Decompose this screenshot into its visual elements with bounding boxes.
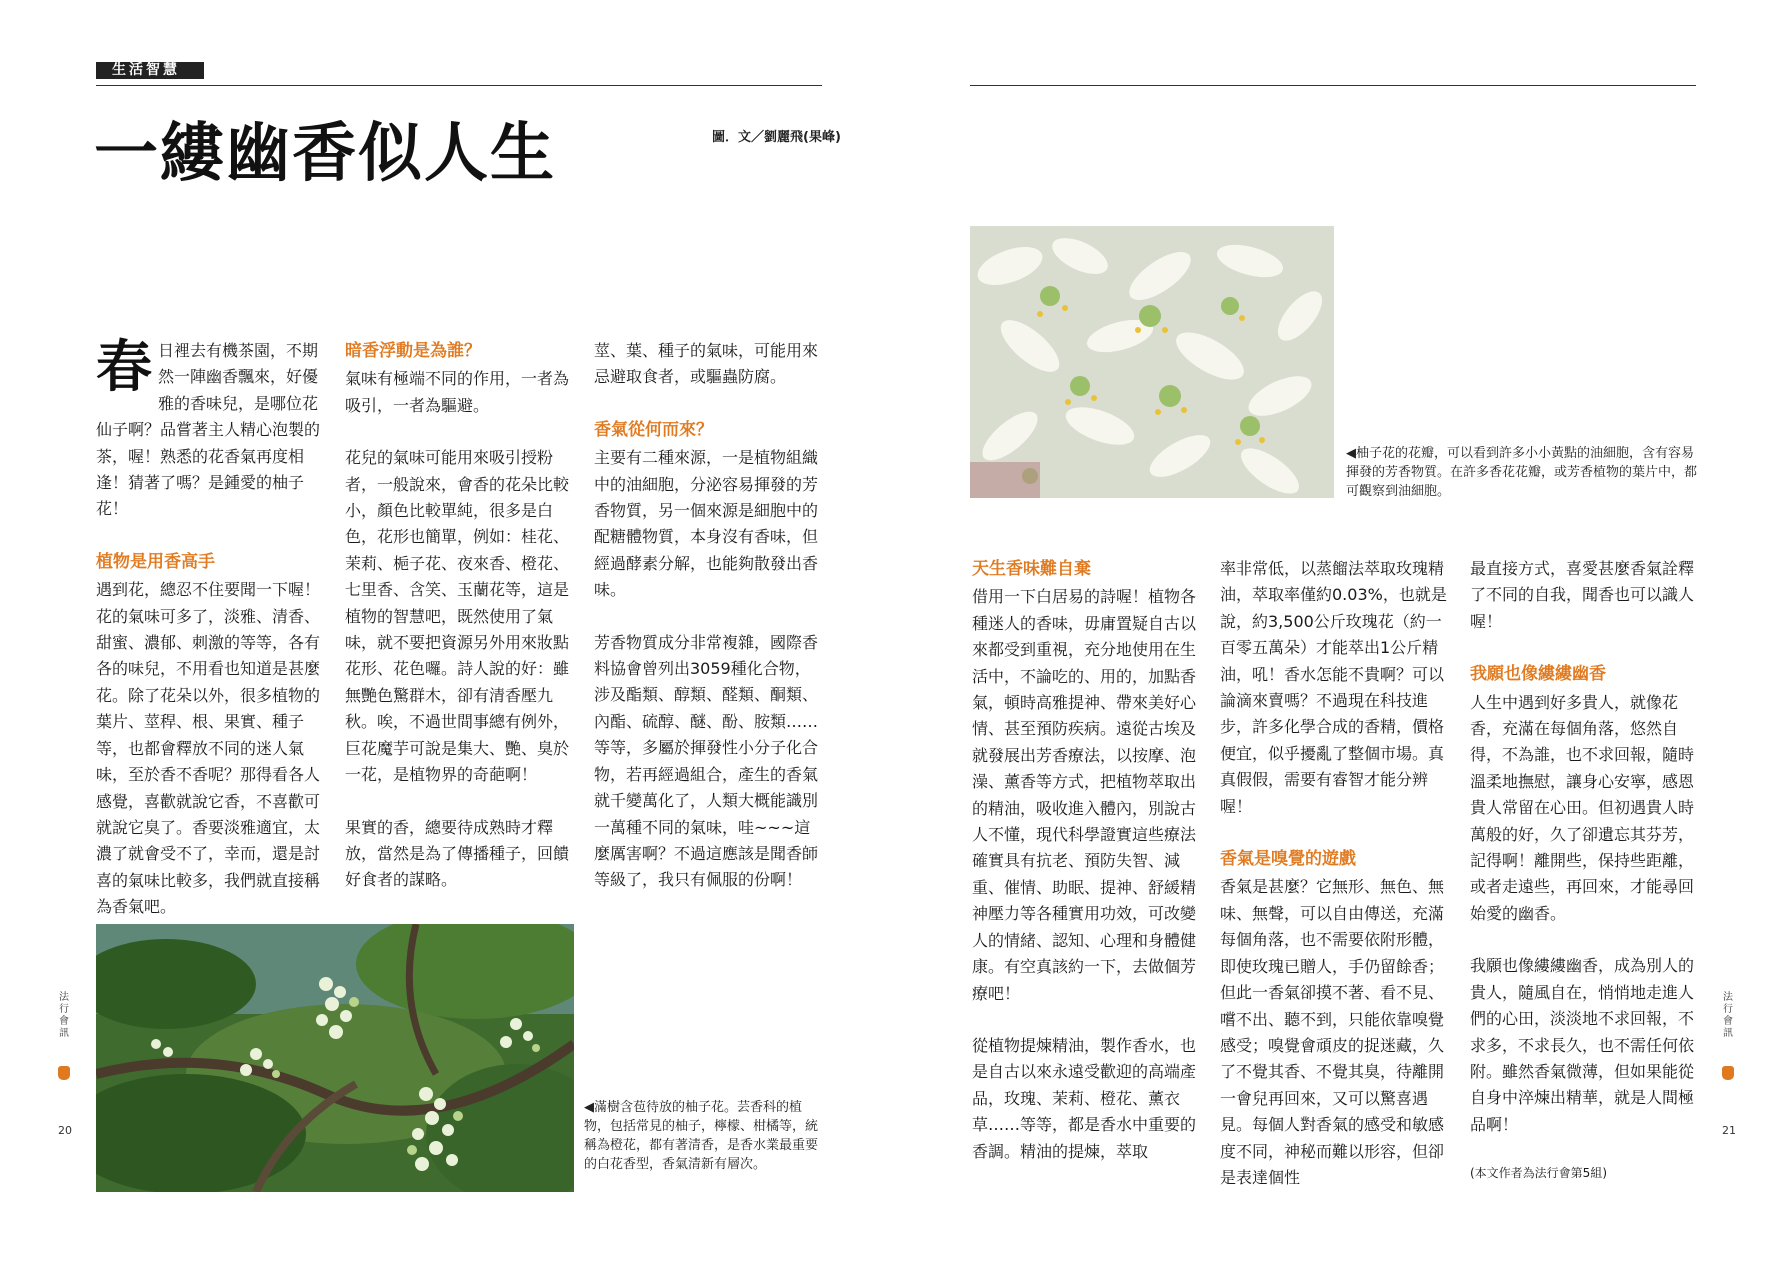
left-page-number: 20	[58, 1124, 72, 1137]
byline: 圖．文／劉麗飛(果峰)	[712, 130, 841, 145]
paragraph: 從植物提煉精油，製作香水，也是自古以來永遠受歡迎的高端產品，玫瑰、茉莉、橙花、薰衣草……等等，都是香水中重要的香調。精油的提煉，萃取	[972, 1035, 1197, 1161]
pomelo-tree-photo	[96, 924, 574, 1192]
paragraph: 莖、葉、種子的氣味，可能用來忌避取食者，或驅蟲防腐。	[594, 341, 819, 387]
paragraph: 我願也像縷縷幽香，成為別人的貴人，隨風自在，悄悄地走進人們的心田，淡淡地不求回報，不求多，不求長久，也不需任何依附。雖然香氣微薄，但如果能從自身中淬煉出精華，就是人間極品啊！	[1470, 956, 1695, 1134]
left-column-2	[345, 338, 573, 920]
right-hand-icon	[1722, 1066, 1734, 1080]
right-photo-caption: ◀柚子花的花瓣，可以看到許多小小黃點的油細胞，含有容易揮發的芳香物質。在許多香花花瓣，或芳香植物的葉片中，都可觀察到油細胞。	[1346, 446, 1698, 499]
paragraph: 人生中遇到好多貴人，就像花香，充滿在每個角落，悠然自得，不為誰，也不求回報，隨時溫柔地撫慰，讓身心安寧，感恩貴人常留在心田。但初遇貴人時萬般的好，久了卻遺忘其芬芳，記得啊！離開些，保持些距離，或者走遠些，再回來，才能尋回始愛的幽香。	[1470, 692, 1695, 923]
paragraph: 香氣是甚麼？它無形、無色、無味、無聲，可以自由傳送，充滿每個角落，也不需要依附形體，即使玫瑰已贈人，手仍留餘香；但此一香氣卻摸不著、看不見、嚐不出、聽不到，只能依靠嗅覺感受；嗅覺會頑皮的捉迷藏，久了不覺其香、不覺其臭，待離開一會兒再回來，又可以驚喜遇見。每個人對香氣的感受和敏感度不同，神秘而難以形容，但卻是表達個性	[1220, 877, 1445, 1187]
author-note: (本文作者為法行會第5組)	[1470, 1166, 1607, 1181]
section-heading: 我願也像縷縷幽香	[1470, 664, 1606, 685]
paragraph: 率非常低，以蒸餾法萃取玫瑰精油，萃取率僅約0.03%，也就是說，約3,500公斤玫瑰花（約一百零五萬朵）才能萃出1公斤精油，吼！香水怎能不貴啊？可以論滴來賣嗎？不過現在科技進步，許多化學合成的香精，價格便宜，似乎擾亂了整個市場。真真假假，需要有睿智才能分辨喔！	[1220, 559, 1447, 816]
right-side-label: 法行會訊	[1723, 992, 1733, 1039]
section-heading: 天生香味難自棄	[972, 559, 1091, 579]
header-rule-right	[970, 85, 1696, 86]
right-column-2	[1220, 556, 1448, 1191]
left-photo-caption: ◀滿樹含苞待放的柚子花。芸香科的植物，包括常見的柚子，檸檬、柑橘等，統稱為橙花，都有著清香，是香水業最重要的白花香型，香氣清新有層次。	[584, 1100, 819, 1172]
right-column-1	[972, 556, 1200, 1165]
article-title: 一縷幽香似人生	[94, 116, 556, 191]
paragraph: 芳香物質成分非常複雜，國際香料協會曾列出3059種化合物，涉及酯類、醇類、醛類、酮類、內酯、硫醇、醚、酚、胺類……等等，多屬於揮發性小分子化合物，若再經過組合，產生的香氣就千變萬化了，人類大概能識別一萬種不同的氣味，哇~~~這麼厲害啊？不過這應該是聞香師等級了，我只有佩服的份啊！	[594, 632, 819, 890]
header-rule-left	[96, 85, 822, 86]
left-column-3	[594, 338, 822, 920]
drop-cap: 春	[96, 334, 152, 400]
paragraph: 主要有二種來源，一是植物組織中的油細胞，分泌容易揮發的芳香物質，另一個來源是細胞中的配糖體物質，本身沒有香味，但經過酵素分解，也能夠散發出香味。	[594, 448, 819, 600]
section-heading: 香氣從何而來？	[594, 419, 713, 440]
section-heading: 暗香浮動是為誰？	[345, 341, 481, 361]
paragraph: 氣味有極端不同的作用，一者為吸引，一者為驅避。	[345, 369, 570, 415]
left-column-1	[96, 334, 324, 947]
pomelo-tree-image	[96, 924, 574, 1192]
paragraph: 果實的香，總要待成熟時才釋放，當然是為了傳播種子，回饋好食者的謀略。	[345, 817, 570, 890]
section-heading: 植物是用香高手	[96, 551, 215, 572]
intro-paragraph	[96, 334, 324, 523]
left-side-label: 法行會訊	[59, 992, 69, 1039]
paragraph: 最直接方式，喜愛甚麼香氣詮釋了不同的自我，聞香也可以識人喔！	[1470, 559, 1695, 631]
intro-text: 日裡去有機茶園，不期然一陣幽香飄來，好優雅的香味兒，是哪位花仙子啊？品嘗著主人精心泡製的茶，喔！熟悉的花香氣再度相逢！猜著了嗎？是鍾愛的柚子花！	[96, 341, 321, 519]
pomelo-flower-image	[970, 226, 1334, 498]
right-column-3	[1470, 556, 1698, 1182]
left-hand-icon	[58, 1066, 70, 1080]
right-page-number: 21	[1722, 1124, 1736, 1137]
pomelo-flower-photo	[970, 226, 1334, 498]
paragraph: 借用一下白居易的詩喔！植物各種迷人的香味，毋庸置疑自古以來都受到重視，充分地使用在生活中，不論吃的、用的，加點香氣，頓時高雅提神、帶來美好心情、甚至預防疾病。遠從古埃及就發展出芳香療法，以按摩、泡澡、薰香等方式，把植物萃取出的精油，吸收進入體內，別說古人不懂，現代科學證實這些療法確實具有抗老、預防失智、減重、催情、助眠、提神、舒緩精神壓力等各種實用功效，可改變人的情緒、認知、心理和身體健康。有空真該約一下，去做個芳療吧！	[972, 587, 1197, 1003]
paragraph: 花兒的氣味可能用來吸引授粉者，一般說來，會香的花朵比較小，顏色比較單純，很多是白色，花形也簡單，例如：桂花、茉莉、梔子花、夜來香、橙花、七里香、含笑、玉蘭花等，這是植物的智慧吧，既然使用了氣味，就不要把資源另外用來妝點花形、花色囉。詩人說的好：雖無艷色驚群木，卻有清香壓九秋。唉，不過世間事總有例外，巨花魔芋可說是集大、艷、臭於一花，是植物界的奇葩啊！	[345, 448, 570, 785]
paragraph: 遇到花，總忍不住要聞一下喔！花的氣味可多了，淡雅、清香、甜蜜、濃郁、刺激的等等，各有各的味兒，不用看也知道是甚麼花。除了花朵以外，很多植物的葉片、莖稈、根、果實、種子等，也都會釋放不同的迷人氣味，至於香不香呢？那得看各人感覺，喜歡就說它香，不喜歡可就說它臭了。香要淡雅適宜，太濃了就會受不了，幸而，還是討喜的氣味比較多，我們就直接稱為香氣吧。	[96, 580, 321, 917]
section-heading: 香氣是嗅覺的遊戲	[1220, 849, 1356, 870]
section-tag: 生活智慧	[96, 62, 204, 79]
